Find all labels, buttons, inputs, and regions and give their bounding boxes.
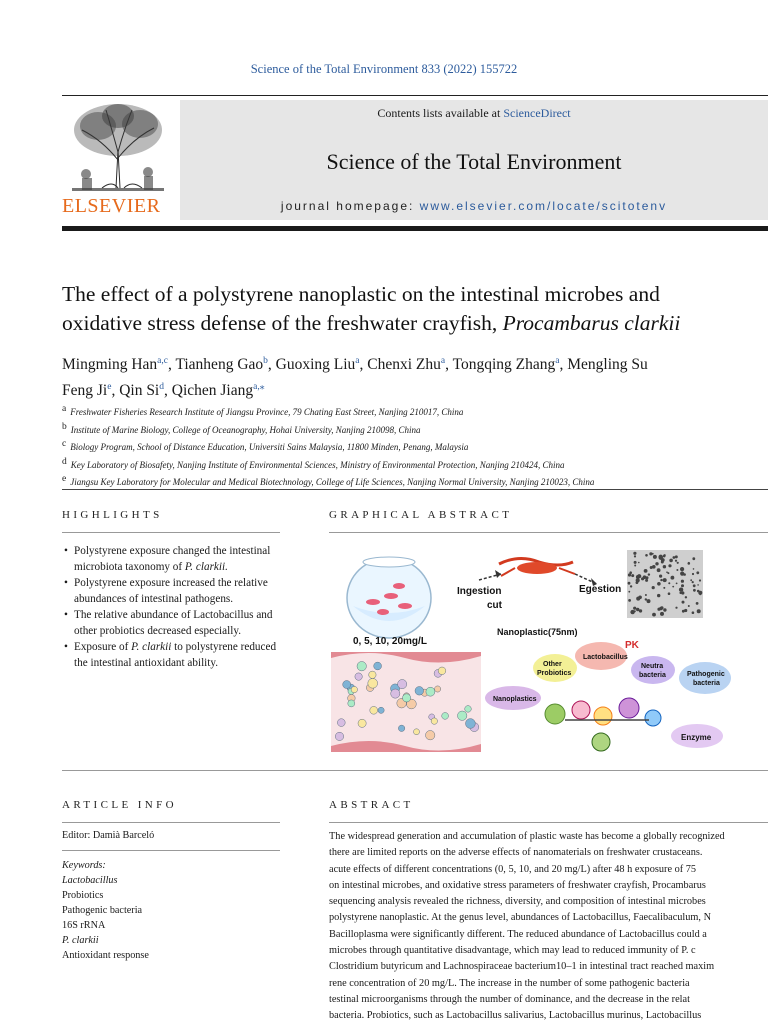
abstract-line: bacteria. Probiotics, such as Lactobacillus salivarius, Lactobacillus murinus, Lactobacillus bbox=[329, 1010, 702, 1022]
nanoparticle-dot bbox=[681, 584, 684, 587]
nanoparticle-dot bbox=[685, 596, 687, 598]
nanoparticle-dot bbox=[634, 565, 636, 567]
tissue-cell bbox=[348, 700, 355, 707]
title-line-1: The effect of a polystyrene nanoplastic on the intestinal microbes and bbox=[62, 282, 660, 306]
egestion-label: Egestion bbox=[579, 584, 622, 595]
graphical-abstract-figure[interactable] bbox=[329, 540, 768, 760]
nanoparticle-dot bbox=[634, 610, 636, 612]
abstract-heading: ABSTRACT bbox=[329, 799, 414, 811]
keyword-item: 16S rRNA bbox=[62, 920, 106, 931]
nanoparticle-dot bbox=[655, 562, 658, 565]
title-line-2 bbox=[62, 309, 768, 338]
abstract-rule bbox=[329, 822, 768, 823]
nanoparticle-dot bbox=[688, 605, 690, 607]
nanoparticle-dot bbox=[657, 594, 660, 597]
author-name[interactable]: Guoxing Liu bbox=[275, 356, 356, 374]
highlight-item bbox=[74, 543, 282, 575]
fishbowl-icon bbox=[347, 557, 431, 638]
tree-icon bbox=[62, 100, 174, 192]
editor-rule bbox=[62, 850, 280, 851]
nanoplastic-size-label: Nanoplastic(75nm) bbox=[497, 627, 578, 637]
abstract-text bbox=[329, 829, 768, 1025]
affiliation-mark: e bbox=[62, 474, 67, 484]
nanoparticle-dot bbox=[677, 562, 679, 564]
nanoparticle-dot bbox=[628, 582, 631, 585]
nanoparticle-dot bbox=[697, 590, 700, 593]
nanoparticle-dot bbox=[660, 579, 662, 581]
nanoparticle-dot bbox=[663, 587, 665, 589]
affiliation-text: Jiangsu Key Laboratory for Molecular and Medical Biotechnology, College of Life Sciences, Nanjing Normal University, Nanjing 210023, China bbox=[70, 477, 595, 487]
nanoparticle-dot bbox=[628, 573, 631, 576]
nanoparticle-dot bbox=[693, 568, 695, 570]
tissue-cell bbox=[442, 713, 449, 720]
nanoparticle-dot bbox=[669, 559, 673, 563]
header-top-rule bbox=[62, 95, 768, 96]
tissue-cell bbox=[374, 662, 382, 670]
highlights-rule bbox=[62, 532, 280, 533]
nanoparticle-dot bbox=[675, 555, 678, 558]
nanoparticle-dot bbox=[650, 566, 653, 569]
nanoparticle-dot bbox=[692, 581, 694, 583]
nanoparticle-dot bbox=[668, 564, 671, 567]
keyword-item: Pathogenic bacteria bbox=[62, 905, 143, 916]
nanoparticle-dot bbox=[661, 561, 664, 564]
keyword-item: Antioxidant response bbox=[62, 950, 149, 961]
nanoparticle-dot bbox=[668, 592, 671, 595]
nanoparticle-dot bbox=[653, 555, 657, 559]
nanoparticle-dot bbox=[648, 573, 650, 575]
nanoparticle-dot bbox=[633, 552, 636, 555]
nanoparticle-dot bbox=[696, 602, 699, 605]
nanoparticle-dot bbox=[672, 586, 674, 588]
abstract-line: The widespread generation and accumulation of plastic waste has become a globally recognized bbox=[329, 831, 725, 842]
affiliation-item bbox=[62, 420, 768, 438]
nanoparticle-dot bbox=[676, 583, 678, 585]
journal-title: Science of the Total Environment bbox=[326, 149, 622, 174]
highlight-species: P. clarkii bbox=[131, 641, 172, 653]
other-probiotics-label-1: Other bbox=[543, 661, 562, 668]
nanoparticle-dot bbox=[697, 609, 701, 613]
nanoparticle-dot bbox=[645, 594, 647, 596]
pk-label: PK bbox=[625, 640, 639, 651]
nanoparticle-dot bbox=[666, 571, 668, 573]
author-affiliation-mark[interactable]: a,c bbox=[157, 356, 168, 366]
nanoparticle-dot bbox=[679, 592, 681, 594]
affiliation-item bbox=[62, 455, 768, 473]
highlight-text: Polystyrene exposure changed the intestinal microbiota taxonomy of bbox=[74, 545, 271, 573]
graphical-abstract-heading: GRAPHICAL ABSTRACT bbox=[329, 509, 513, 521]
author-name[interactable]: Qin Si bbox=[119, 382, 160, 400]
neutral-bacteria-label-1: Neutra bbox=[641, 663, 664, 670]
article-info-heading: ARTICLE INFO bbox=[62, 799, 177, 811]
nanoparticle-dot bbox=[663, 578, 667, 582]
nanoparticle-dot bbox=[645, 579, 648, 582]
nanoparticle-dot bbox=[663, 608, 666, 611]
highlight-text: Exposure of bbox=[74, 641, 132, 653]
abstract-line: polystyrene nanoplastic. At the genus level, abundances of Lactobacillus, Faecalibaculum, N bbox=[329, 912, 712, 924]
nanoparticle-dot bbox=[659, 575, 662, 578]
cut-label: cut bbox=[487, 600, 502, 611]
affiliation-item bbox=[62, 402, 768, 420]
author-name[interactable]: Tongqing Zhang bbox=[452, 356, 556, 374]
nanoparticle-dot bbox=[673, 556, 676, 559]
tissue-cell bbox=[355, 673, 362, 680]
nanoparticle-dot bbox=[652, 553, 654, 555]
tissue-cell bbox=[357, 662, 366, 671]
highlight-item bbox=[74, 607, 282, 639]
tissue-cell bbox=[403, 694, 411, 702]
pathogenic-bacteria-label-1: Pathogenic bbox=[687, 671, 725, 678]
nanoparticle-dot bbox=[693, 589, 696, 592]
author-name[interactable]: Chenxi Zhu bbox=[367, 356, 441, 374]
nanoparticle-dot bbox=[634, 555, 636, 557]
nanoplastic-micrograph bbox=[627, 550, 703, 618]
tissue-cell bbox=[431, 718, 437, 724]
journal-citation[interactable]: Science of the Total Environment 833 (2022) 155722 bbox=[250, 62, 518, 76]
concentration-label: 0, 5, 10, 20mg/L bbox=[353, 636, 427, 647]
author-name[interactable]: Mengling Su bbox=[567, 356, 648, 374]
enzyme-label: Enzyme bbox=[681, 733, 712, 742]
nanoparticle-dot bbox=[637, 574, 641, 578]
graphical-abstract-rule bbox=[329, 532, 768, 533]
highlight-text-end: to polystyrene reduced the intestinal antioxidant ability. bbox=[74, 641, 277, 669]
publisher-wordmark: ELSEVIER bbox=[62, 195, 161, 217]
nanoplastics-label: Nanoplastics bbox=[493, 696, 537, 703]
journal-homepage bbox=[180, 199, 768, 213]
nanoparticle-dot bbox=[644, 569, 648, 573]
tissue-cell bbox=[414, 729, 420, 735]
tissue-cell bbox=[335, 732, 343, 740]
nanoparticle-dot bbox=[697, 584, 699, 586]
tissue-cell bbox=[370, 706, 378, 714]
keyword-item: Lactobacillus bbox=[62, 875, 118, 886]
nanoparticle-dot bbox=[639, 609, 642, 612]
nanoparticle-dot bbox=[675, 607, 677, 609]
nanoparticle-dot bbox=[628, 599, 631, 602]
homepage-link[interactable]: www.elsevier.com/locate/scitotenv bbox=[419, 199, 668, 213]
nanoparticle-dot bbox=[646, 576, 649, 579]
nanoparticle-dot bbox=[693, 584, 696, 587]
nanoparticle-dot bbox=[634, 561, 637, 564]
nanoparticle-dot bbox=[660, 612, 664, 616]
author-affiliation-mark[interactable]: b bbox=[263, 356, 268, 366]
author-name[interactable]: Feng Ji bbox=[62, 382, 108, 400]
nanoparticle-dot bbox=[699, 579, 701, 581]
tissue-cell bbox=[465, 706, 472, 713]
nanoparticle-dot bbox=[692, 611, 695, 614]
tissue-cell bbox=[368, 678, 378, 688]
section-rule bbox=[62, 489, 768, 490]
abstract-line: Clostridium butyricum and Lachnospiraceae bacterium10–1 in intestinal tract reached maxim bbox=[329, 961, 715, 973]
nanoparticle-dot bbox=[668, 582, 670, 584]
affiliation-text: Key Laboratory of Biosafety, Nanjing Institute of Environmental Sciences, Ministry of Environmental Protection, Nanjing 210424, China bbox=[70, 459, 565, 470]
editor-line: Editor: Damià Barceló bbox=[62, 830, 155, 841]
nanoparticle-dot bbox=[663, 555, 666, 558]
nanoparticle-dot bbox=[682, 601, 685, 604]
graphical-abstract-svg bbox=[329, 540, 768, 760]
author-affiliation-mark[interactable]: a,⁎ bbox=[253, 382, 265, 393]
nanoparticle-dot bbox=[692, 557, 695, 560]
nanoparticle-dot bbox=[630, 585, 632, 587]
nanoparticle-dot bbox=[636, 581, 639, 584]
keywords-block bbox=[62, 858, 277, 963]
neutral-bacteria-label-2: bacteria bbox=[639, 672, 666, 679]
abstract-line: microbes through quantitative disadvantage, which may lead to reduced immunity of P. c bbox=[329, 945, 696, 957]
nanoparticle-dot bbox=[675, 560, 677, 562]
tissue-cell bbox=[343, 681, 351, 689]
nanoparticle-dot bbox=[652, 613, 656, 617]
abstract-line: sequencing analysis revealed the richness, diversity, and composition of intestinal microbes bbox=[329, 896, 706, 908]
highlight-item bbox=[74, 639, 282, 671]
author-affiliation-mark[interactable]: a bbox=[440, 356, 446, 366]
tissue-cell bbox=[426, 687, 435, 696]
affiliation-item bbox=[62, 472, 768, 490]
affiliation-item bbox=[62, 437, 768, 455]
nanoparticle-dot bbox=[644, 576, 646, 578]
author-affiliation-mark[interactable]: d bbox=[159, 382, 164, 393]
abstract-line: there are limited reports on the adverse effects of nanomaterials on freshwater crustaceans. bbox=[329, 847, 703, 859]
nanoparticle-dot bbox=[692, 573, 694, 575]
keyword-item: P. clarkii bbox=[62, 935, 99, 946]
author-affiliation-mark[interactable]: e bbox=[107, 382, 112, 393]
pathogenic-bacteria-label-2: bacteria bbox=[693, 680, 720, 687]
tissue-cell bbox=[351, 686, 357, 692]
nanoparticle-dot bbox=[681, 580, 684, 583]
tissue-cell bbox=[435, 686, 441, 692]
tissue-cell bbox=[398, 680, 407, 689]
nanoparticle-dot bbox=[628, 591, 630, 593]
author-affiliation-mark[interactable]: a bbox=[555, 356, 560, 366]
nanoparticle-dot bbox=[657, 568, 661, 572]
abstract-line: acute effects of different concentrations (0, 5, 10, and 20 mg/L) after 48 h exposure of 75 bbox=[329, 863, 697, 875]
nanoparticle-dot bbox=[636, 597, 640, 601]
nanoparticle-dot bbox=[652, 586, 655, 589]
highlight-text: Polystyrene exposure increased the relative abundances of intestinal pathogens. bbox=[74, 577, 268, 605]
author-list: Mingming Han$^{a,c}$, Tianheng Gao$^b$, Guoxing Liu$^a$, Chenxi Zhu$^a$, Tongqing Zhang$^a$, Mengling Su Feng Ji$^e$, Qin Si$^d$, Qichen Jiang$^{a,⁎}$ bbox=[62, 356, 648, 400]
abstract-line: testinal microorganisms through the number of dominance, and the decrease in the relat bbox=[329, 993, 690, 1005]
nanoparticle-dot bbox=[682, 610, 685, 613]
keywords-heading: Keywords: bbox=[62, 860, 106, 871]
affiliation-text: Freshwater Fisheries Research Institute of Jiangsu Province, 79 Chating East Street, Nanjing 210017, China bbox=[70, 407, 464, 417]
tissue-cell bbox=[415, 687, 424, 696]
affiliation-mark: b bbox=[62, 421, 67, 432]
tissue-cell bbox=[391, 689, 400, 698]
nanoparticle-dot bbox=[690, 579, 692, 581]
abstract-line: rene concentration of 20 mg/L. The increase in the number of some pathogenic bacteria bbox=[329, 977, 690, 989]
homepage-prefix: journal homepage: bbox=[280, 199, 420, 213]
nanoparticle-dot bbox=[699, 593, 701, 595]
nanoparticle-dot bbox=[645, 554, 648, 557]
keyword-item: Probiotics bbox=[62, 890, 104, 901]
abstract-line: on intestinal microbes, and oxidative stress parameters of freshwater crayfish, Procambarus bbox=[329, 879, 706, 891]
affiliation-text: Biology Program, School of Distance Education, Universiti Sains Malaysia, 11800 Minden, Penang, Malaysia bbox=[70, 442, 469, 452]
nanoparticle-dot bbox=[633, 607, 636, 610]
title-species: Procambarus clarkii bbox=[502, 311, 681, 335]
tissue-cell bbox=[378, 707, 384, 713]
highlights-list bbox=[62, 543, 282, 671]
nanoparticle-dot bbox=[631, 574, 634, 577]
contents-available-line bbox=[180, 106, 768, 121]
nanoparticle-dot bbox=[680, 567, 684, 571]
nanoparticle-dot bbox=[676, 569, 678, 571]
lactobacillus-label: Lactobacillus bbox=[583, 654, 628, 661]
nanoparticle-dot bbox=[657, 608, 660, 611]
nanoparticle-dot bbox=[688, 562, 691, 565]
abstract-line: Bacilloplasma were significantly different. The reduced abundance of Lactobacillus could a bbox=[329, 928, 707, 940]
tissue-cell bbox=[369, 671, 376, 678]
other-probiotics-label-2: Probiotics bbox=[537, 670, 572, 677]
highlight-item bbox=[74, 575, 282, 607]
tissue-cell bbox=[458, 711, 467, 720]
author-name[interactable]: Qichen Jiang bbox=[171, 382, 254, 400]
nanoparticle-dot bbox=[672, 576, 674, 578]
nanoparticle-dot bbox=[659, 555, 663, 559]
ingestion-label: Ingestion bbox=[457, 586, 502, 597]
nanoparticle-dot bbox=[647, 599, 651, 603]
header-thick-rule bbox=[62, 226, 768, 231]
affiliations bbox=[62, 402, 768, 490]
nanoparticle-dot bbox=[638, 562, 640, 564]
tissue-cell bbox=[337, 719, 345, 727]
author-name[interactable]: Mingming Han bbox=[62, 356, 158, 374]
nanoparticle-dot bbox=[679, 588, 683, 592]
author-name[interactable]: Tianheng Gao bbox=[175, 356, 264, 374]
title-line-2-text: oxidative stress defense of the freshwater crayfish, bbox=[62, 311, 503, 335]
tissue-cell bbox=[466, 719, 476, 729]
highlight-text: The relative abundance of Lactobacillus and other probiotics decreased especially. bbox=[74, 609, 273, 637]
tissue-cell bbox=[398, 725, 404, 731]
graphical-abstract-bottom-rule bbox=[62, 770, 768, 771]
highlights-heading: HIGHLIGHTS bbox=[62, 509, 163, 521]
article-title bbox=[62, 280, 768, 338]
nanoparticle-dot bbox=[657, 582, 661, 586]
article-info-rule bbox=[62, 822, 280, 823]
affiliation-mark: d bbox=[62, 456, 67, 467]
contents-prefix: Contents lists available at bbox=[377, 106, 504, 120]
nanoparticle-dot bbox=[663, 565, 666, 568]
nanoparticle-dot bbox=[696, 571, 699, 574]
affiliation-mark: c bbox=[62, 439, 67, 449]
highlight-species: P. clarkii. bbox=[184, 561, 228, 573]
tissue-cell bbox=[426, 731, 435, 740]
sciencedirect-link[interactable]: ScienceDirect bbox=[503, 106, 571, 120]
affiliation-text: Institute of Marine Biology, College of Oceanography, Hohai University, Nanjing 210098, China bbox=[70, 424, 421, 435]
nanoparticle-dot bbox=[645, 598, 647, 600]
tissue-cell bbox=[358, 719, 366, 727]
affiliation-mark: a bbox=[62, 404, 67, 414]
tissue-cell bbox=[438, 667, 446, 675]
intestine-tissue-illustration bbox=[331, 652, 481, 752]
author-affiliation-mark[interactable]: a bbox=[355, 356, 360, 366]
nanoparticle-dot bbox=[680, 572, 684, 576]
